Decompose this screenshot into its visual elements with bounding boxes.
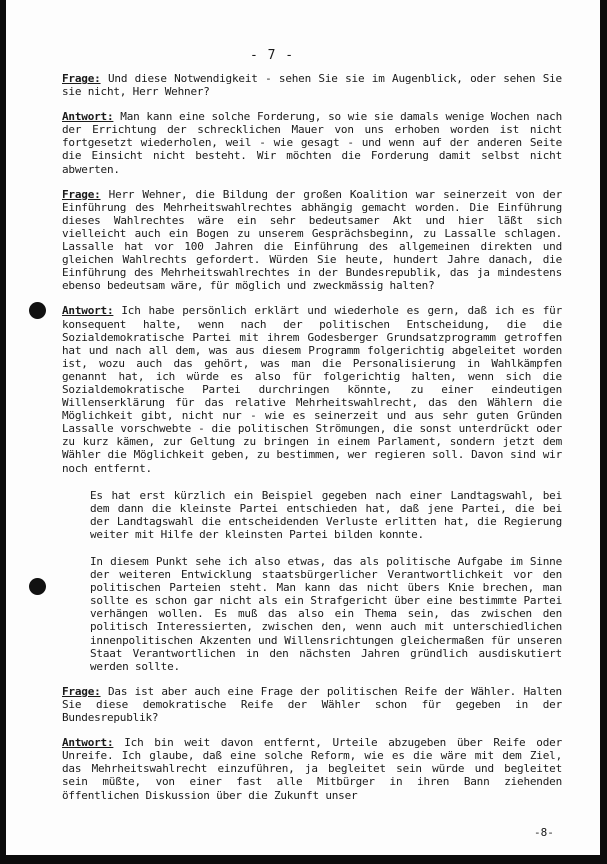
answer-block — [62, 736, 562, 801]
question-block — [62, 72, 562, 98]
scan-border-bottom — [0, 855, 607, 864]
punch-hole-icon — [29, 302, 46, 319]
question-text: Und diese Notwendigkeit - sehen Sie sie im Augenblick, oder sehen Sie sie nicht, Herr Wehner? — [62, 72, 562, 99]
answer-text: Ich habe persönlich erklärt und wiederhole es gern, daß ich es für konsequent halte, wenn nach der politischen Entscheidung, die die Sozialdemokratische Partei mit ihrem Godesberger Grundsatzprogramm getroffen hat und nach all dem, was aus diesem Programm folgerichtig abgeleitet worden ist, wozu auch das gehört, was man die Personalisierung in Wahlkämpfen genannt hat, ich würde es also für folgerichtig halten, wenn sich die Sozialdemokratische Partei durchringen könnte, zu einer eindeutigen Willenserklärung für das relative Mehrheitswahlrecht, das den Wählern die Möglichkeit gibt, nicht nur - wie es seinerzeit und aus sehr guten Gründen Lassalle vorschwebte - die politischen Strömungen, die sonst unterdrückt oder zu kurz kämen, zur Geltung zu bringen in einem Parlament, sondern jetzt dem Wähler die Möglichkeit geben, zu bestimmen, wer regieren soll. Davon sind wir noch entfernt. — [62, 304, 562, 475]
punch-hole-icon — [29, 578, 46, 595]
continuation-marker: -8- — [534, 826, 554, 839]
answer-paragraph — [62, 489, 562, 541]
answer-label: Antwort: — [62, 304, 114, 318]
answer-label: Antwort: — [62, 736, 114, 750]
answer-paragraph — [62, 555, 562, 673]
question-text: Herr Wehner, die Bildung der großen Koalition war seinerzeit von der Einführung des Mehrheitswahlrechtes abhängig gemacht worden. Die Einführung dieses Wahlrechtes wäre ein sehr bedeutsamer Akt und hier läßt sich vielleicht auch ein Bogen zu unserem Gesprächsbeginn, zu Lassalle schlagen. Lassalle hat vor 100 Jahren die Einführung des allgemeinen direkten und gleichen Wahlrechts gefordert. Würden Sie heute, hundert Jahre danach, die Einführung des Mehrheitswahlrechtes in der Bundesrepublik, das ja mindestens ebenso bedeutsam wäre, für möglich und zweckmässig halten? — [62, 187, 562, 293]
answer-block — [62, 304, 562, 474]
paragraph-text: Es hat erst kürzlich ein Beispiel gegeben nach einer Landtagswahl, bei dem dann die kleinste Partei entschieden hat, daß jene Partei, die bei der Landtagswahl die entscheidenden Verluste erlitten hat, die Regierung weiter mit Hilfe der kleinsten Partei bilden konnte. — [90, 488, 562, 541]
question-block — [62, 685, 562, 724]
question-label: Frage: — [62, 72, 101, 85]
paragraph-text: In diesem Punkt sehe ich also etwas, das als politische Aufgabe im Sinne der weiteren Entwicklung staatsbürgerlicher Verantwortlichkeit vor den politischen Parteien steht. Man kann das nicht übers Knie brechen, man sollte es schon gar nicht als ein Strafgericht über eine bestimmte Partei verhängen wollen. Es muß das also ein Thema sein, das zwischen den politisch Interessierten, zwischen den, wenn auch mit unterschiedlichen innenpolitischen Akzenten und Willensrichtungen gleichermaßen für unseren Staat Verantwortlichen in den nächsten Jahren gründlich ausdiskutiert werden sollte. — [90, 555, 562, 673]
scan-border-right — [600, 0, 607, 864]
answer-label: Antwort: — [62, 110, 114, 124]
question-block — [62, 188, 562, 293]
page-number: - 7 - — [250, 48, 295, 63]
answer-block — [62, 110, 562, 175]
document-body — [62, 72, 562, 802]
answer-text: Man kann eine solche Forderung, so wie sie damals wenige Wochen nach der Errichtung der schrecklichen Mauer von uns erhoben worden ist nicht fortgesetzt wiederholen, weil - wie gesagt - und wenn auf der anderen Seite die Einsicht nicht besteht. Wir möchten die Forderung damit selbst nicht abwerten. — [62, 110, 562, 176]
answer-text: Ich bin weit davon entfernt, Urteile abzugeben über Reife oder Unreife. Ich glaube, daß eine solche Reform, wie es die wäre mit dem Ziel, das Mehrheitswahlrecht einzuführen, ja begleitet sein würde und begleitet sein müßte, von einer fast alle Mitbürger in ihren Bann ziehenden öffentlichen Diskussion über die Zukunft unser — [62, 736, 562, 802]
scan-border-left — [0, 0, 6, 864]
question-label: Frage: — [62, 187, 101, 201]
question-label: Frage: — [62, 684, 101, 698]
question-text: Das ist aber auch eine Frage der politischen Reife der Wähler. Halten Sie diese demokratische Reife der Wähler schon für gegeben in der Bundesrepublik? — [62, 684, 562, 725]
